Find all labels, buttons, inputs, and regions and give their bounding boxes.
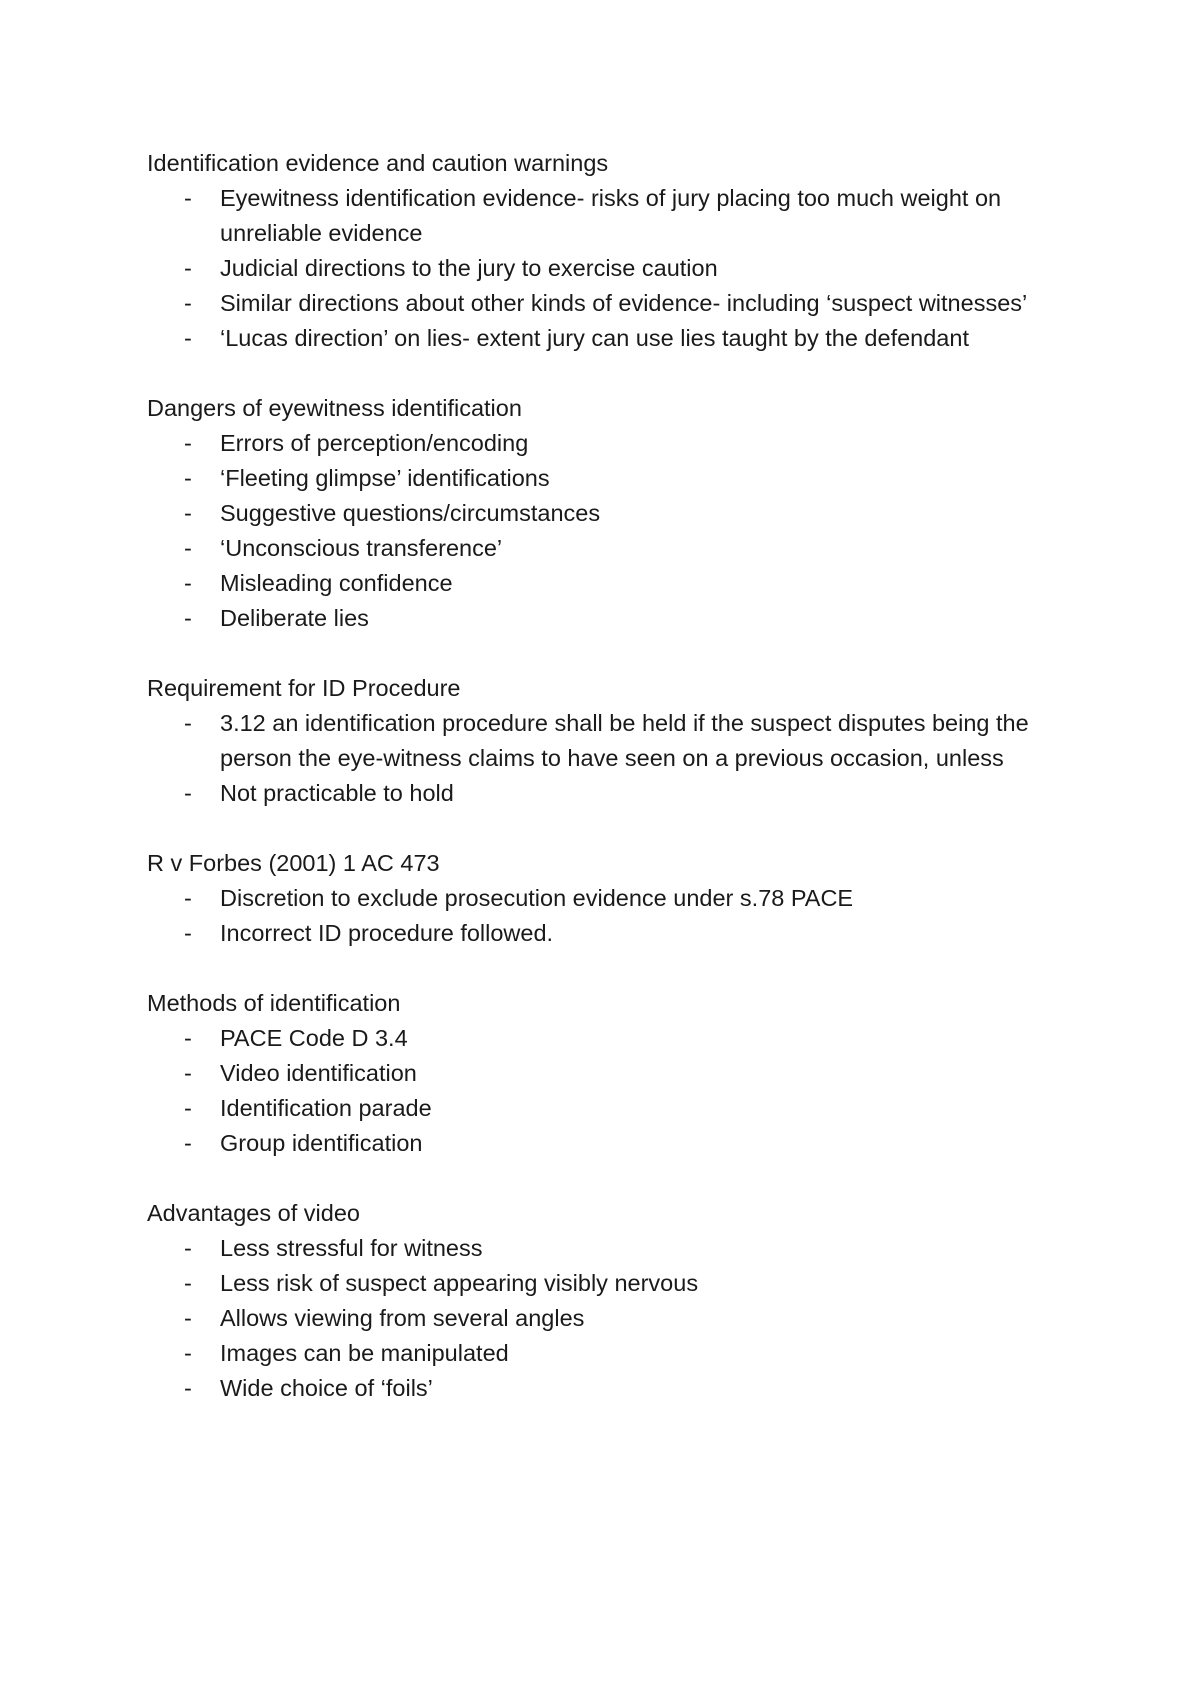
list-item: - Allows viewing from several angles [147, 1301, 1087, 1336]
dash-bullet: - [184, 1305, 192, 1331]
bullet-list [147, 881, 1087, 951]
list-item: - Less risk of suspect appearing visibly nervous [147, 1266, 1087, 1301]
list-item: - Identification parade [147, 1091, 1087, 1126]
list-item: - Group identification [147, 1126, 1087, 1161]
dash-bullet: - [184, 570, 192, 596]
list-item: - Less stressful for witness [147, 1231, 1087, 1266]
list-item: - Misleading confidence [147, 566, 1087, 601]
list-item: - 3.12 an identification procedure shall be held if the suspect disputes being the person the eye-witness claims to have seen on a previous occasion, unless [147, 706, 1087, 776]
dash-bullet: - [184, 535, 192, 561]
section-r-v-forbes [147, 846, 1087, 951]
list-item: - Images can be manipulated [147, 1336, 1087, 1371]
section-identification-evidence [147, 146, 1087, 356]
dash-bullet: - [184, 255, 192, 281]
list-item: - Suggestive questions/circumstances [147, 496, 1087, 531]
dash-bullet: - [184, 290, 192, 316]
list-item: - Similar directions about other kinds of evidence- including ‘suspect witnesses’ [147, 286, 1087, 321]
list-item: - Not practicable to hold [147, 776, 1087, 811]
section-heading: Methods of identification [147, 990, 401, 1016]
dash-bullet: - [184, 465, 192, 491]
list-item: - Video identification [147, 1056, 1087, 1091]
dash-bullet: - [184, 1340, 192, 1366]
dash-bullet: - [184, 710, 192, 736]
dash-bullet: - [184, 885, 192, 911]
section-heading: Requirement for ID Procedure [147, 675, 461, 701]
dash-bullet: - [184, 605, 192, 631]
bullet-list [147, 426, 1087, 636]
dash-bullet: - [184, 185, 192, 211]
section-heading: R v Forbes (2001) 1 AC 473 [147, 850, 440, 876]
dash-bullet: - [184, 500, 192, 526]
dash-bullet: - [184, 780, 192, 806]
list-item: - ‘Fleeting glimpse’ identifications [147, 461, 1087, 496]
section-dangers-eyewitness [147, 391, 1087, 636]
dash-bullet: - [184, 325, 192, 351]
dash-bullet: - [184, 1130, 192, 1156]
document-body [147, 146, 1087, 1406]
list-item: - Eyewitness identification evidence- risks of jury placing too much weight on unreliable evidence [147, 181, 1087, 251]
bullet-list [147, 706, 1087, 811]
dash-bullet: - [184, 1270, 192, 1296]
section-advantages-video [147, 1196, 1087, 1406]
list-item: - PACE Code D 3.4 [147, 1021, 1087, 1056]
list-item: - ‘Lucas direction’ on lies- extent jury can use lies taught by the defendant [147, 321, 1087, 356]
dash-bullet: - [184, 1375, 192, 1401]
section-heading: Dangers of eyewitness identification [147, 395, 522, 421]
dash-bullet: - [184, 1060, 192, 1086]
section-heading: Identification evidence and caution warnings [147, 150, 609, 176]
dash-bullet: - [184, 1095, 192, 1121]
section-methods-identification [147, 986, 1087, 1161]
list-item: - Wide choice of ‘foils’ [147, 1371, 1087, 1406]
dash-bullet: - [184, 1025, 192, 1051]
dash-bullet: - [184, 920, 192, 946]
list-item: - Judicial directions to the jury to exercise caution [147, 251, 1087, 286]
list-item: - ‘Unconscious transference’ [147, 531, 1087, 566]
section-heading: Advantages of video [147, 1200, 360, 1226]
bullet-list [147, 1021, 1087, 1161]
bullet-list [147, 181, 1087, 356]
dash-bullet: - [184, 430, 192, 456]
bullet-list [147, 1231, 1087, 1406]
list-item: - Incorrect ID procedure followed. [147, 916, 1087, 951]
list-item: - Deliberate lies [147, 601, 1087, 636]
dash-bullet: - [184, 1235, 192, 1261]
list-item: - Discretion to exclude prosecution evidence under s.78 PACE [147, 881, 1087, 916]
list-item: - Errors of perception/encoding [147, 426, 1087, 461]
section-requirement-id-procedure [147, 671, 1087, 811]
